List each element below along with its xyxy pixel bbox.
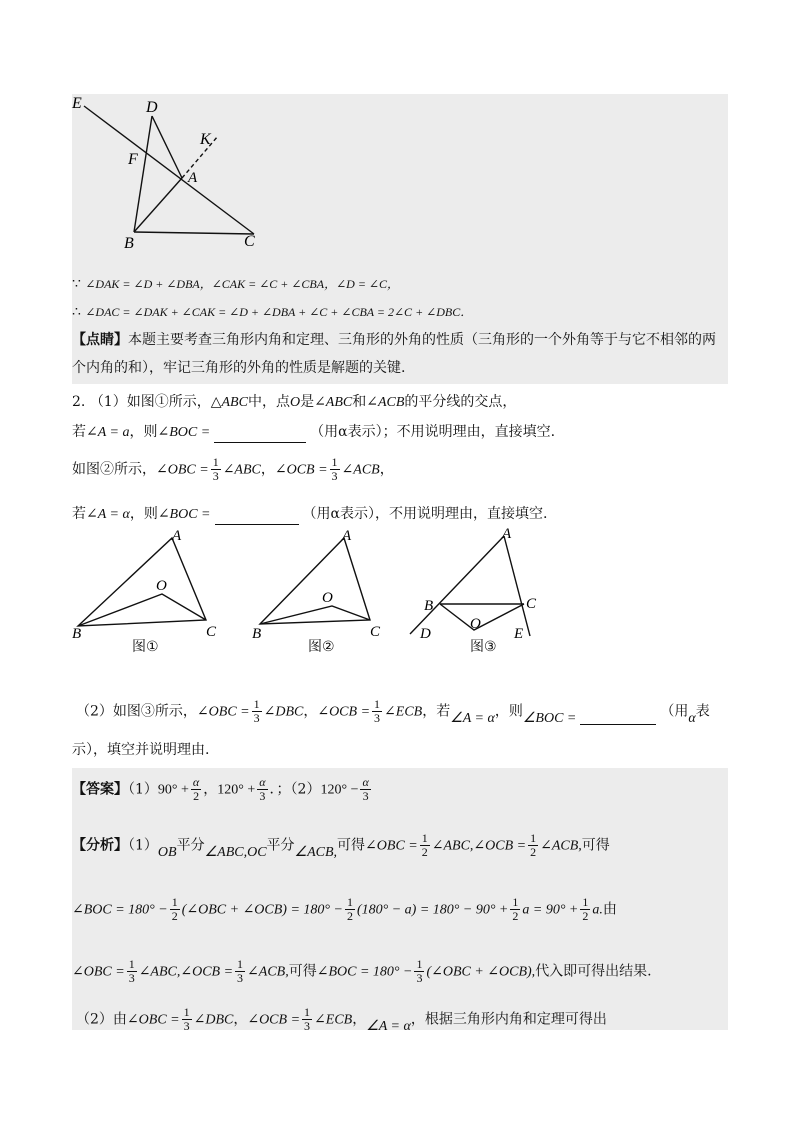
fig3-label-b: B	[424, 598, 434, 614]
analysis-line3-b: ∠ABC,∠OCB =	[138, 964, 234, 980]
caption-fig2: 图②	[308, 639, 335, 655]
analysis-part2: （2）由	[76, 1011, 127, 1028]
q2-part1-prefix: （1）如图①所示，	[89, 394, 211, 410]
fig3-label-a: A	[502, 528, 512, 542]
q2-then: ，则	[129, 424, 158, 440]
dianjing-text-2: 个内角的和），牢记三角形的外角的性质是解题的关键.	[72, 360, 406, 376]
answer-label: 【答案】	[72, 781, 128, 798]
fig2-label-c: C	[370, 624, 381, 640]
q2-obc-eq: ∠OBC =	[156, 462, 209, 478]
q2-mid2: 是	[300, 394, 315, 410]
frac-den: 2	[582, 909, 589, 923]
frac-num: 1	[237, 957, 244, 971]
label-B: B	[124, 235, 134, 252]
analysis-line2-a: ∠BOC = 180° −	[72, 902, 168, 918]
analysis-abc: ∠ABC,	[204, 844, 248, 860]
q2-if: 若	[72, 424, 86, 440]
analysis-line3-kede: 可得	[288, 963, 317, 980]
line-b-c	[134, 232, 254, 234]
q2-part2-line-1	[76, 698, 710, 725]
fraction-alpha-over-3	[360, 776, 370, 803]
answer-blank-2[interactable]	[215, 504, 299, 525]
label-A: A	[188, 170, 198, 186]
analysis-line2-e: a.	[592, 902, 603, 918]
q2-comma: ，	[260, 461, 275, 478]
fraction-one-third	[211, 456, 221, 483]
q2-line-3	[72, 456, 394, 483]
answer-deg120m: 120° −	[320, 782, 359, 798]
analysis-comma: ，	[233, 1011, 248, 1028]
label-F: F	[128, 151, 138, 168]
fig1-label-o: O	[156, 578, 167, 594]
frac-num: α	[259, 775, 266, 789]
fig1-label-b: B	[72, 626, 82, 640]
figure-2	[250, 528, 390, 640]
q2-hint2: （用α表示），不用说明理由，直接填空.	[302, 506, 548, 522]
q2-then2: ，则	[129, 506, 158, 522]
frac-num: 1	[212, 455, 219, 469]
therefore-symbol: ∴	[72, 304, 81, 320]
q2-fig2-prefix: 如图②所示，	[72, 461, 156, 478]
fraction-one-third	[127, 958, 137, 985]
fig3-label-d: D	[420, 626, 431, 640]
analysis-label: 【分析】	[72, 837, 128, 854]
frac-num: 1	[582, 895, 589, 909]
analysis-comma2: ，	[352, 1011, 367, 1028]
answer-part2: （2）	[290, 781, 321, 798]
fraction-one-half	[510, 896, 520, 923]
therefore-text: ∠DAC = ∠DAK + ∠CAK = ∠D + ∠DBA + ∠C + ∠CBA = 2∠C + ∠DBC．	[85, 305, 473, 319]
analysis-ecb: ∠ECB	[314, 1012, 353, 1028]
fraction-one-third	[330, 456, 340, 483]
analysis-abc2: ∠ABC,∠OCB =	[431, 838, 527, 854]
q2-and: 和	[352, 394, 367, 410]
analysis-obc-eq: ∠OBC =	[365, 838, 418, 854]
analysis-acb: ∠ACB,	[294, 844, 338, 860]
q2-then3: ，则	[494, 703, 523, 720]
fig2-label-a: A	[342, 528, 352, 544]
frac-num: 1	[346, 895, 353, 909]
q2-part2-boc-eq: ∠BOC =	[522, 710, 577, 726]
q2-line-4	[72, 504, 547, 525]
q2-tail: 的平分线的交点，	[404, 394, 517, 410]
frac-num: 1	[421, 831, 428, 845]
label-D: D	[146, 99, 158, 116]
frac-den: 3	[253, 711, 260, 725]
frac-num: 1	[530, 831, 537, 845]
figure-1	[70, 528, 230, 640]
fraction-one-third	[302, 1006, 312, 1033]
q2-hint3-b: 表	[695, 703, 710, 720]
line-e-c	[84, 106, 254, 234]
q2-angle-ecb: ∠ECB	[384, 704, 423, 720]
fraction-one-half	[170, 896, 180, 923]
analysis-line2-b: (∠OBC + ∠OCB) = 180° −	[181, 902, 343, 918]
frac-num: 1	[253, 697, 260, 711]
analysis-angle-a: ∠A = α	[366, 1018, 411, 1034]
fraction-one-third	[414, 958, 424, 985]
answer-line	[72, 776, 373, 803]
q2-point-o: O	[289, 395, 301, 410]
q2-angle-abc: ∠ABC	[314, 395, 353, 410]
frac-den: 3	[416, 971, 423, 985]
frac-den: 2	[512, 909, 519, 923]
frac-den: 3	[374, 711, 381, 725]
frac-den: 2	[421, 845, 428, 859]
q2-triangle: △ABC	[210, 395, 248, 410]
q2-angle-boc-eq2: ∠BOC =	[157, 507, 211, 522]
q2-part2-ocb-eq: ∠OCB =	[317, 704, 371, 720]
q2-angle-acb2: ∠ACB	[341, 462, 380, 478]
q2-part2-angle-a: ∠A = α	[450, 710, 495, 726]
q2-angle-abc2: ∠ABC	[222, 462, 261, 478]
q2-part2-line-2	[72, 740, 209, 760]
q2-hint3-alpha: α	[688, 710, 696, 726]
label-K: K	[200, 131, 211, 148]
proof-therefore-line	[72, 302, 472, 322]
q2-part2-obc-eq: ∠OBC =	[196, 704, 250, 720]
frac-den: 3	[259, 789, 266, 803]
analysis-line3-c: ∠ACB,	[247, 964, 289, 980]
q2-line-1	[72, 392, 516, 413]
fraction-one-half	[420, 832, 430, 859]
frac-num: α	[192, 775, 200, 789]
analysis-ocb-eq2: ∠OCB =	[247, 1012, 301, 1028]
fraction-one-third	[372, 698, 382, 725]
analysis-dbc: ∠DBC	[193, 1012, 234, 1028]
q2-hint3-line2: 示），填空并说明理由.	[72, 742, 210, 758]
analysis-line-2	[72, 896, 617, 923]
analysis-line2-c: (180° − a) = 180° − 90° +	[356, 902, 509, 918]
analysis-bisect-2: 平分	[266, 837, 295, 854]
fraction-one-half	[528, 832, 538, 859]
label-E: E	[72, 95, 82, 112]
analysis-tail2: ，根据三角形内角和定理可得出	[410, 1011, 607, 1028]
frac-num: 1	[416, 957, 423, 971]
fraction-alpha-over-2	[191, 776, 201, 803]
fraction-one-half	[580, 896, 590, 923]
q2-if3: ，若	[422, 703, 451, 720]
frac-num: 1	[331, 455, 338, 469]
frac-num: 1	[128, 957, 135, 971]
answer-blank-3[interactable]	[580, 704, 656, 725]
fraction-one-third	[252, 698, 262, 725]
figure-3	[408, 528, 548, 640]
q2-angle-boc-eq: ∠BOC =	[157, 425, 211, 440]
dianjing-text-1: 本题主要考查三角形内角和定理、三角形的外角的性质（三角形的一个外角等于与它不相邻的两	[128, 332, 716, 348]
analysis-line2-d: a = 90° +	[522, 902, 579, 918]
answer-part1: （1）	[128, 781, 158, 798]
answer-deg90: 90° +	[157, 782, 189, 798]
proof-because-line	[72, 274, 399, 294]
because-symbol: ∵	[72, 276, 81, 292]
frac-den: 3	[128, 971, 135, 985]
fraction-one-half	[345, 896, 355, 923]
q2-angle-dbc: ∠DBC	[263, 704, 304, 720]
q2-angle-acb: ∠ACB	[366, 395, 405, 410]
q2-part2-prefix: （2）如图③所示，	[76, 703, 197, 720]
frac-den: 3	[362, 789, 369, 803]
q2-hint3-a: （用	[660, 703, 689, 720]
q2-angle-a-eq-alpha: ∠A = α	[86, 507, 130, 522]
answer-sep: ，	[203, 781, 218, 798]
dianjing-line-1	[72, 330, 716, 350]
fig3-label-c: C	[526, 596, 537, 612]
q2-line-2	[72, 422, 555, 443]
q2-angle-a-eq-a: ∠A = a	[86, 425, 130, 440]
fig1-label-a: A	[172, 528, 182, 544]
analysis-acb2: ∠ACB,	[540, 838, 582, 854]
frac-num: 1	[374, 697, 381, 711]
frac-den: 3	[304, 1019, 311, 1033]
analysis-line3-e: (∠OBC + ∠OCB),	[426, 964, 536, 980]
caption-fig1: 图①	[132, 639, 159, 655]
q2-if2: 若	[72, 506, 86, 522]
q2-hint1: （用α表示）；不用说明理由，直接填空.	[310, 424, 556, 440]
analysis-you: 由	[602, 901, 617, 918]
analysis-line3-d: ∠BOC = 180° −	[316, 964, 413, 980]
q2-number: 2.	[72, 394, 86, 410]
top-triangle-figure	[70, 94, 270, 254]
label-C: C	[244, 233, 255, 250]
frac-den: 3	[212, 469, 219, 483]
fraction-one-third	[182, 1006, 192, 1033]
analysis-part1: （1）	[128, 837, 158, 854]
because-text: ∠DAK = ∠D + ∠DBA，∠CAK = ∠C + ∠CBA，∠D = ∠C，	[85, 277, 399, 291]
frac-den: 3	[237, 971, 244, 985]
frac-den: 2	[346, 909, 353, 923]
analysis-kede: 可得	[337, 837, 366, 854]
fraction-one-third	[235, 958, 245, 985]
dianjing-label: 【点睛】	[72, 332, 128, 348]
analysis-bisect-1: 平分	[176, 837, 205, 854]
frac-num: 1	[183, 1005, 190, 1019]
q2-ocb-eq: ∠OCB =	[274, 462, 328, 478]
answer-deg120: 120° +	[217, 782, 256, 798]
caption-fig3: 图③	[470, 639, 497, 655]
fig2-label-o: O	[322, 590, 333, 606]
fraction-alpha-over-3	[257, 776, 267, 803]
frac-num: 1	[304, 1005, 311, 1019]
fig3-label-o: O	[470, 616, 481, 632]
analysis-obc-eq2: ∠OBC =	[126, 1012, 180, 1028]
answer-blank-1[interactable]	[214, 422, 306, 443]
q2-mid1: 中，点	[247, 394, 290, 410]
q2-end-comma: ，	[379, 461, 394, 478]
fig2-label-b: B	[252, 626, 262, 640]
fig3-label-e: E	[514, 626, 524, 640]
analysis-line3-tail: 代入即可得出结果.	[535, 963, 652, 980]
frac-num: 1	[171, 895, 178, 909]
analysis-ob: OB	[157, 844, 177, 860]
answer-end1: ．；	[269, 781, 291, 798]
frac-den: 2	[193, 789, 200, 803]
frac-den: 3	[331, 469, 338, 483]
analysis-oc: OC	[247, 844, 267, 860]
analysis-kede2: 可得	[581, 837, 610, 854]
frac-den: 3	[183, 1019, 190, 1033]
analysis-line-3	[72, 958, 652, 985]
analysis-line-1	[72, 832, 610, 859]
analysis-line3-a: ∠OBC =	[72, 964, 125, 980]
frac-den: 2	[171, 909, 178, 923]
frac-num: α	[362, 775, 369, 789]
frac-num: 1	[512, 895, 519, 909]
analysis-line-4	[76, 1006, 607, 1033]
dianjing-line-2	[72, 358, 405, 378]
frac-den: 2	[530, 845, 537, 859]
q2-comma: ，	[303, 703, 318, 720]
fig1-label-c: C	[206, 624, 217, 640]
